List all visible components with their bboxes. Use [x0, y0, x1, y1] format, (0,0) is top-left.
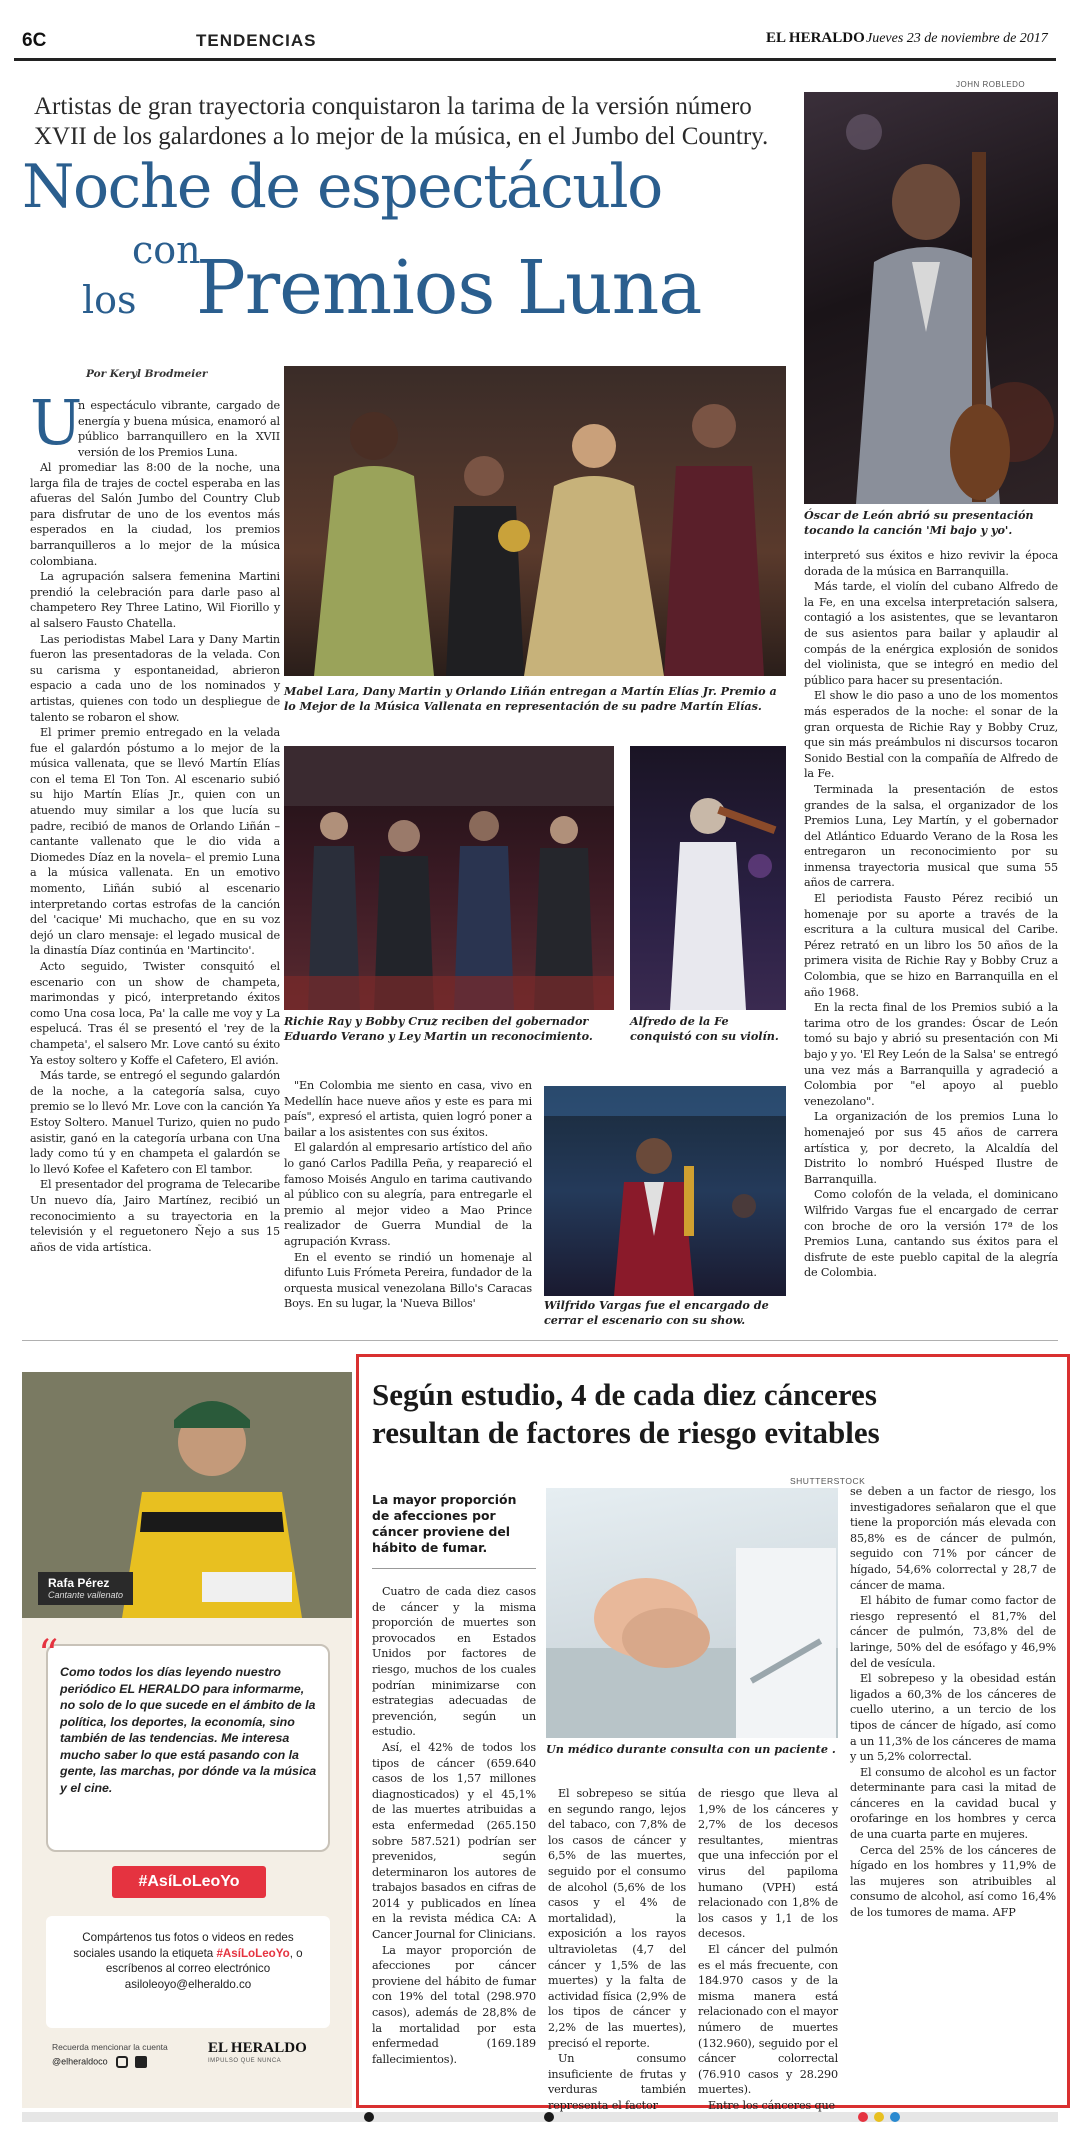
- registration-mark-icon: [364, 2112, 374, 2122]
- color-dot-icon: [890, 2112, 900, 2122]
- print-registration-strip: [22, 2112, 1058, 2122]
- page-number: 6C: [22, 30, 47, 51]
- deck-rule: [372, 1568, 536, 1569]
- study-col2-para-1: Un consumo insuficiente de frutas y verduras también representa el factor: [548, 2052, 686, 2112]
- study-column-2: [548, 1786, 686, 2113]
- photo-wilfrido-svg: [544, 1086, 786, 1296]
- study-headline-1: Según estudio, 4 de cada diez cánceres: [372, 1377, 877, 1412]
- study-photo-credit: SHUTTERSTOCK: [790, 1476, 866, 1486]
- lead-col3-para-3: Terminada la presentación de estos grandes de la salsa, el organizador de los Premios Luna, Ley Martín, y el gobernador del Atlántico Eduardo Verano de la Rosa les entregaron un reconocimiento por su inmensa trayectoria musical que suma 55 años de carrera.: [804, 782, 1058, 890]
- headline-premios: Premios Luna: [196, 245, 702, 331]
- lead-col3-para-6: La organización de los premios Luna lo homenajeó por sus 45 años de carrera artística y, por decreto, la Alcaldía del Distrito lo nombró Huésped Ilustre de Barranquilla.: [804, 1110, 1058, 1186]
- hashtag-badge[interactable]: [112, 1866, 266, 1898]
- lead-column-2: [284, 1078, 532, 1312]
- section-name: TENDENCIAS: [196, 31, 317, 50]
- dropcap: U: [30, 386, 83, 459]
- lead-kicker: Artistas de gran trayectoria conquistaron la tarima de la versión número XVII de los galardones a lo mejor de la música, en el Jumbo del Country.: [34, 93, 769, 150]
- hashtag-text: #AsíLoLeoYo: [138, 1873, 240, 1890]
- promo-email[interactable]: asiloleoyo@elheraldo.co: [124, 1977, 252, 1991]
- lead-col1-para-2: La agrupación salsera femenina Martini prendió la celebración para darle paso al champetero Rey Three Latino, Wil Fiorillo y al salsero Fausto Chatella.: [30, 570, 280, 630]
- share-post: , o escríbenos al correo electrónico: [105, 1946, 303, 1976]
- caption-alfredo: Alfredo de la Fe conquistó con su violín.: [630, 1014, 779, 1043]
- lead-col1-para-3: Las periodistas Mabel Lara y Dany Martin fueron las presentadoras de la velada. Con su carisma y espontaneidad, abrieron espacio a cada uno de los nominados y artistas, quienes con todo un despliegue de talento se robaron el show.: [30, 632, 280, 724]
- lead-col1-para-4: El primer premio entregado en la velada fue el galardón póstumo a lo mejor de la música vallenata, que se llevó Martín Elías con el tema El Ton Ton. Al escenario subió su hijo Martín Elías Jr., quien con un atuendo muy similar a los que lucía su padre, recibió de manos de Orlando Liñán –cantante vallenato que le dio vida a Diomedes Díaz en la novela– el premio Luna a la música vallenata. En un emotivo momento, Liñán subió al escenario interpretando cortas estrofas de la canción del 'cacique' Mi muchacho, que en su voz dejó un claro mensaje: el legado musical de la dinastía Díaz continúa en 'Martincito'.: [30, 726, 280, 958]
- photo-alfredo-de-la-fe: [630, 746, 786, 1010]
- study-col3-para-1: El cáncer del pulmón es el más frecuente, con 184.970 casos y de la misma manera está relacionado con el mayor número de muertes (132.960), seguido por el cáncer colorrectal (76.910 casos y 28.290 muertes).: [698, 1942, 838, 2097]
- lead-col3-para-0: interpretó sus éxitos e hizo revivir la época dorada de la música en Barranquilla.: [804, 549, 1058, 578]
- promo-role: Cantante vallenato: [48, 1590, 124, 1600]
- lead-col3-para-4: El periodista Fausto Pérez recibió un homenaje por su aporte a través de la escritura a la cultura musical del Caribe. Pérez retrató en un libro los 50 años de la primera visita de Richie Ray y Bobby Cruz a Colombia, que se hizo en Barranquilla en el año 1968.: [804, 892, 1058, 999]
- photo-oscar-de-leon: [804, 92, 1058, 504]
- section-divider: [22, 1340, 1058, 1341]
- registration-mark-icon: [544, 2112, 554, 2122]
- photo-credit-top: JOHN ROBLEDO: [956, 80, 1026, 89]
- photo-mabel-svg: [284, 366, 786, 676]
- mention-label: Recuerda mencionar la cuenta: [52, 2042, 168, 2052]
- caption-mabel: Mabel Lara, Dany Martin y Orlando Liñán entregan a Martín Elías Jr. Premio a lo Mejor de la Música Vallenata en representación de su padre Martín Elías.: [284, 684, 777, 713]
- issue-date: Jueves 23 de noviembre de 2017: [866, 31, 1048, 46]
- study-col3-para-0: de riesgo que lleva al 1,9% de los cánceres y 2,7% de los decesos resultantes, mientras que una infección por el virus del papiloma humano (VPH) está relacionado con 1,8% de los casos y 1,1 de los decesos.: [698, 1787, 838, 1941]
- study-col4-para-4: Cerca del 25% de los cánceres de hígado en los hombres y 11,9% de las mujeres son atribuibles al consumo de alcohol, así como 16,4% de los tumores de mama. AFP: [850, 1843, 1056, 1920]
- lead-col3-para-5: En la recta final de los Premios subió a la tarima otro de los grandes: Óscar de León tomó su bajo y abrió su presentación con Mi bajo y yo. 'El Rey León de la Salsa' se entregó una vez más a Barranquilla y agradeció a Colombia por "el apoyo al pueblo venezolano".: [804, 1001, 1058, 1108]
- study-col1-para-2: La mayor proporción de afecciones por cáncer proviene del hábito de fumar con 19% del total (298.970 casos), además de 28,8% de la mortalidad por esta enfermedad (169.189 fallecimientos).: [372, 1943, 536, 2066]
- header-rule: [14, 58, 1056, 61]
- share-tag: #AsíLoLeoYo: [216, 1946, 290, 1960]
- page-header: [14, 24, 1056, 56]
- lead-col1-para-1: Al promediar las 8:00 de la noche, una larga fila de trajes de coctel esperaba en las afueras del Salón Jumbo del Country Club para disfrutar de uno de los eventos más esperados en la ciudad, los premios barranquilleros a lo mejor de la música colombiana.: [30, 461, 280, 568]
- headline-con: con: [132, 228, 201, 272]
- study-col4-para-0: se deben a un factor de riesgo, los investigadores señalaron que el que tiene la proporción más elevada con 85,8% es de cáncer de pulmón, seguido con 71% por cáncer de hígado, 54,6% colorrectal y 28,7 de cáncer de mama.: [850, 1485, 1056, 1592]
- caption-oscar: Óscar de León abrió su presentación tocando la canción 'Mi bajo y yo'.: [804, 508, 1034, 537]
- study-column-1: [372, 1584, 536, 2067]
- lead-col2-para-1: El galardón al empresario artístico del año lo ganó Carlos Padilla Peña, y reapareció el famoso Moisés Angulo en tarima cautivando al público con su alegría, para entregarle el premio al mejor video a Mao Prince realizador de Guerra Mundial de la agrupación Kvrass.: [284, 1141, 532, 1248]
- photo-mabel-lara: [284, 366, 786, 676]
- promo-name: Rafa Pérez: [48, 1576, 110, 1590]
- headline-los: los: [82, 278, 137, 322]
- promo-share-box: [46, 1916, 330, 2028]
- quote-mark-icon: “: [38, 1632, 59, 1678]
- photo-alfredo-svg: [630, 746, 786, 1010]
- study-column-4: [850, 1484, 1056, 1921]
- photo-richie-ray: [284, 746, 614, 1010]
- study-caption: Un médico durante consulta con un paciente .: [546, 1742, 836, 1756]
- lead-col2-para-0: "En Colombia me siento en casa, vivo en Medellín hace nueve años y este es para mi país", expresó el artista, quien logró poner a bailar a los asistentes con sus éxitos.: [284, 1079, 532, 1139]
- lead-col3-para-2: El show le dio paso a uno de los momentos más esperados de la noche: el sonar de la gran orquesta de Richie Ray y Bobby Cruz, que sin más preámbulos ni discursos tocaron Sonido Bestial con la compañía de Alfredo de la Fe.: [804, 689, 1058, 781]
- promo-logo: EL HERALDO: [208, 2040, 307, 2056]
- study-col1-para-0: Cuatro de cada diez casos de cáncer y la misma proporción de muertes son provocados en Estados Unidos por factores de riesgo, muchos de los cuales podrían minimizarse con estrategias adecuadas de prevención, según un estudio.: [372, 1585, 536, 1739]
- photo-oscar-svg: [804, 92, 1058, 504]
- instagram-icon[interactable]: [116, 2056, 128, 2068]
- share-pre: Compártenos tus fotos o videos en redes sociales usando la etiqueta: [73, 1931, 294, 1960]
- lead-col2-para-2: En el evento se rindió un homenaje al difunto Luis Frómeta Pereira, fundador de la orquesta musical venezolana Billo's Caracas Boys. En su lugar, la 'Nueva Billos': [284, 1250, 532, 1311]
- lead-col1-para-0: n espectáculo vibrante, cargado de energía y buena música, enamoró al público barranquillero en la XVII versión de los Premios Luna.: [78, 399, 280, 459]
- promo-quote-box: [38, 1632, 330, 1852]
- study-photo-svg: [546, 1488, 838, 1738]
- social-handle-row: [52, 2056, 147, 2074]
- promo-nameplate: [38, 1572, 133, 1605]
- caption-richie: Richie Ray y Bobby Cruz reciben del gobernador Eduardo Verano y Ley Martin un reconocimiento.: [284, 1014, 593, 1043]
- color-dot-icon: [874, 2112, 884, 2122]
- lead-col1-para-5: Acto seguido, Twister consquitó el escenario con un show de champeta, marimondas y picó, interpretando éxitos como Una cosa loca, Pa' la calle me voy y La espelucá. Tras él se presentó el 'rey de la champeta', el salsero Mr. Love cantó su éxito Ya estoy soltero y Koffe el Cafetero, El avión.: [30, 960, 280, 1067]
- handle-text[interactable]: @elheraldoco: [52, 2056, 108, 2067]
- caption-wilfrido: Wilfrido Vargas fue el encargado de cerrar el escenario con su show.: [544, 1298, 769, 1327]
- lead-col1-para-6: Más tarde, se entregó el segundo galardón de la noche, a la categoría salsa, cuyo premio se lo llevó Mr. Love con la canción Ya Estoy Soltero. Manuel Turizo, quien no pudo asistir, ganó en la categoría urbana con Una lady como tú y en champeta el galardón se lo llevó Kofee el Kafetero con El tambor.: [30, 1069, 280, 1176]
- study-deck: La mayor proporción de afecciones por cáncer proviene del hábito de fumar.: [372, 1492, 517, 1555]
- study-col4-para-1: El hábito de fumar como factor de riesgo representó el 81,7% del cáncer de pulmón, 73,8% del de laringe, 50% del de esófago y 46,9% del de vesícula.: [850, 1594, 1056, 1670]
- paper-name: EL HERALDO: [766, 30, 865, 46]
- study-col4-para-2: El sobrepeso y la obesidad están ligados a 60,3% de los cánceres de cuello uterino, a un tercio de los tipos de cáncer de hígado, así como a un 11,3% de los cánceres de mama y un 5,2% colorrectal.: [850, 1672, 1056, 1764]
- study-column-3: [698, 1786, 838, 2113]
- color-dot-icon: [858, 2112, 868, 2122]
- promo-panel: [22, 1372, 352, 2108]
- promo-quote: Como todos los días leyendo nuestro periódico EL HERALDO para informarme, no solo de lo que sucede en el ámbito de la política, los deportes, la economía, sino también de las tendencias. Me interesa mucho saber lo que está pasando con la gente, las marchas, por dónde va la música y el cine.: [60, 1665, 317, 1795]
- study-col4-para-3: El consumo de alcohol es un factor determinante para casi la mitad de cánceres en la cavidad bucal y orofaringe en los hombres y cerca de una cuarta parte en mujeres.: [850, 1765, 1056, 1842]
- photo-richie-svg: [284, 746, 614, 1010]
- photo-wilfrido-vargas: [544, 1086, 786, 1296]
- study-headline-2: resultan de factores de riesgo evitables: [372, 1415, 880, 1450]
- lead-column-1: [30, 398, 280, 1255]
- lead-col1-para-7: El presentador del programa de Telecaribe Un nuevo día, Jairo Martínez, recibió un reconocimiento a su trayectoria en la televisión y el reguetonero Ñejo a sus 15 años de vida artística.: [30, 1178, 280, 1254]
- study-photo: [546, 1488, 838, 1738]
- byline: Por Keryl Brodmeier: [86, 368, 208, 380]
- study-col2-para-0: El sobrepeso se sitúa en segundo rango, lejos del tabaco, con 7,8% de los casos de cáncer y 6,5% de las muertes, seguido por el consumo de alcohol (5,6% de los casos y el 4% de mortalidad), la exposición a los rayos ultravioletas (4,7 del cáncer y 1,5% de las muertes) y la falta de actividad física (2,9% de los tipos de cáncer y 2,2% de las muertes), precisó el reporte.: [548, 1787, 686, 2050]
- twitter-icon[interactable]: [135, 2056, 147, 2068]
- lead-column-3: [804, 548, 1058, 1281]
- promo-tagline: IMPULSO QUE NUNCA: [208, 2058, 282, 2064]
- lead-col3-para-7: Como colofón de la velada, el dominicano Wilfrido Vargas fue el encargado de cerrar con broche de oro la versión 17ª de los Premios Luna, cantando sus éxitos para el disfrute de este pueblo capital de la alegría de Colombia.: [804, 1188, 1058, 1280]
- lead-col3-para-1: Más tarde, el violín del cubano Alfredo de la Fe, en una excelsa interpretación salsera, contagió a los asistentes, que se levantaron de sus asientos para bailar y aplaudir al compás de la enérgica explosión de sonidos del violinista, que se integró en medio del público para hacer su presentación.: [804, 580, 1058, 687]
- study-col3-para-2: Entre los cánceres que: [708, 2098, 835, 2112]
- headline-line1: Noche de espectáculo: [22, 152, 662, 222]
- study-col1-para-1: Así, el 42% de todos los tipos de cáncer (659.640 casos de los 1,57 millones diagnosticados) y el 45,1% de las muertes atribuidas a esta enfermedad (265.150 sobre 587.521) podrían ser prevenidos, según determinaron los autores de trabajos basados en cifras de 2014 y publicados en línea en la revista médica CA: A Cancer Journal for Clinicians.: [372, 1740, 536, 1942]
